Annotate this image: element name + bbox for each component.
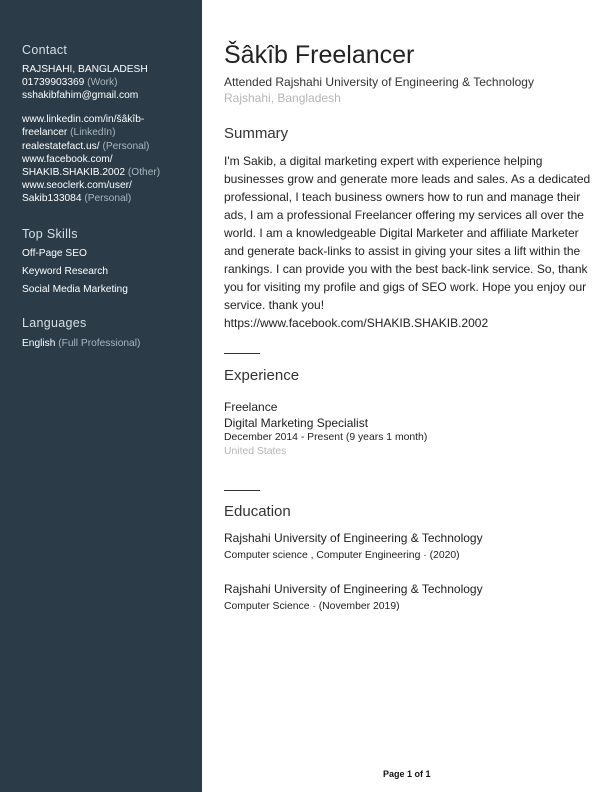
profile-name: Šâkîb Freelancer xyxy=(224,41,415,69)
education-school: Rajshahi University of Engineering & Technology xyxy=(224,531,483,545)
education-details: Computer Science · (November 2019) xyxy=(224,601,400,612)
skill-item: Social Media Marketing xyxy=(22,284,128,295)
seoclerk-link-type: (Personal) xyxy=(84,193,132,204)
experience-heading: Experience xyxy=(224,367,300,384)
facebook-link-text[interactable]: SHAKIB.SHAKIB.2002 xyxy=(22,167,126,178)
skill-item: Off-Page SEO xyxy=(22,248,87,259)
education-heading: Education xyxy=(224,503,291,520)
seoclerk-link-text[interactable]: Sakib133084 xyxy=(22,193,82,204)
facebook-link-line2[interactable] xyxy=(22,166,160,179)
personal-website-text[interactable]: realestatefact.us/ xyxy=(22,141,100,152)
summary-text xyxy=(224,152,592,332)
linkedin-link-line2[interactable] xyxy=(22,126,115,139)
contact-address: RAJSHAHI, BANGLADESH xyxy=(22,64,148,75)
experience-dates: December 2014 - Present (9 years 1 month) xyxy=(224,432,428,443)
summary-body: I'm Sakib, a digital marketing expert with experience helping businesses grow and generate more leads and sales. As a dedicated professional, I teach business owners how to run and manage their ads, I am a professional Freelancer offering my services all over the world. I am a knowledgeable Digital Marketer and affiliate Marketer and generate back-links to assist in giving your sites a lift within the rankings. I can provide you with the best back-link service. So, thank you for visiting my profile and gigs of SEO work. Hope you enjoy our service. thank you! xyxy=(224,154,591,312)
personal-website-type: (Personal) xyxy=(102,141,150,152)
experience-company: Freelance xyxy=(224,400,278,414)
contact-email[interactable]: sshakibfahim@gmail.com xyxy=(22,90,139,101)
linkedin-link-type: (LinkedIn) xyxy=(70,127,116,138)
facebook-link-type: (Other) xyxy=(127,167,161,178)
contact-phone-type: (Work) xyxy=(87,77,118,88)
summary-link[interactable]: https://www.facebook.com/SHAKIB.SHAKIB.2002 xyxy=(224,316,489,330)
language-item xyxy=(22,337,140,350)
page-number: Page 1 of 1 xyxy=(383,769,431,779)
education-details: Computer science , Computer Engineering · (2020) xyxy=(224,550,460,561)
seoclerk-link[interactable]: www.seoclerk.com/user/ xyxy=(22,180,132,191)
education-school: Rajshahi University of Engineering & Technology xyxy=(224,582,483,596)
contact-phone-line xyxy=(22,76,118,89)
linkedin-link[interactable]: www.linkedin.com/in/šâkîb- xyxy=(22,114,145,125)
language-name: English xyxy=(22,338,56,349)
experience-location: United States xyxy=(224,446,287,457)
personal-website-link[interactable] xyxy=(22,140,149,153)
profile-headline: Attended Rajshahi University of Engineering & Technology xyxy=(224,75,534,89)
languages-heading: Languages xyxy=(22,316,87,330)
seoclerk-link-line2[interactable] xyxy=(22,192,131,205)
facebook-link[interactable]: www.facebook.com/ xyxy=(22,154,113,165)
experience-title: Digital Marketing Specialist xyxy=(224,416,369,430)
sidebar xyxy=(0,0,202,792)
section-divider xyxy=(224,490,260,491)
skill-item: Keyword Research xyxy=(22,266,109,277)
profile-location: Rajshahi, Bangladesh xyxy=(224,91,341,105)
contact-heading: Contact xyxy=(22,43,68,57)
language-level: (Full Professional) xyxy=(58,338,141,349)
summary-heading: Summary xyxy=(224,125,289,142)
section-divider xyxy=(224,353,260,354)
linkedin-link-text[interactable]: freelancer xyxy=(22,127,68,138)
skills-heading: Top Skills xyxy=(22,227,78,241)
contact-phone: 01739903369 xyxy=(22,77,85,88)
